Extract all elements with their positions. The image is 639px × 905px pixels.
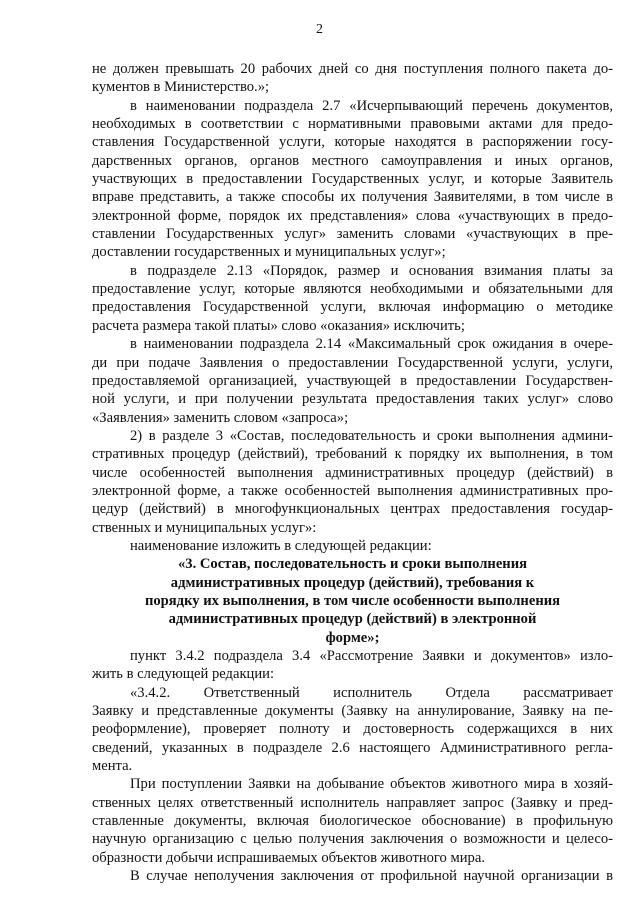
text-line: цедур (действий) в многофункциональных центрах предоставления государ- [92, 501, 613, 518]
paragraph [92, 97, 613, 262]
text-line: не должен превышать 20 рабочих дней со дня поступления полного пакета до- [92, 61, 613, 77]
heading-line: административных процедур (действий), требования к [170, 574, 535, 591]
text-line: участвующих в предоставлении Государственных услуг, и которые Заявитель [92, 171, 613, 188]
paragraph [92, 684, 613, 776]
text-line: пункт 3.4.2 подраздела 3.4 «Рассмотрение Заявки и документов» изло- [130, 648, 613, 664]
text-line: 2) в разделе 3 «Состав, последовательность и сроки выполнения админи- [130, 427, 613, 444]
text-line: ставлении Государственных услуг» заменить словами «участвующих в пре- [92, 226, 613, 243]
text-line: реоформление), проверяет полноту и достоверность содержащихся в них [92, 721, 613, 738]
text-line: необходимых в соответствии с нормативными правовыми актами для предо- [92, 116, 613, 133]
text-line: образности добычи испрашиваемых объектов животного мира. [92, 849, 485, 866]
paragraph [92, 60, 613, 97]
paragraph [92, 647, 613, 684]
text-line: В случае неполучения заключения от профильной научной организации в [130, 868, 613, 885]
text-line: научную организацию с целью получения заключения о возможности и целесо- [92, 831, 613, 848]
text-line: дарственных органов, органов местного самоуправления и иных органов, [92, 152, 613, 169]
text-line: наименование изложить в следующей редакции: [130, 537, 432, 554]
text-line: ди при подаче Заявления о предоставлении Государственной услуги, услуги, [92, 354, 613, 371]
text-line: предоставления Государственной услуги, включая информацию о методике [92, 299, 613, 316]
text-line: числе особенностей выполнения административных процедур (действий) в [92, 464, 613, 481]
text-line: ставленные документы, включая биологическое обоснование) в профильную [92, 813, 613, 830]
text-line: ставления Государственной услуги, которые находятся в распоряжении госу- [92, 134, 613, 151]
heading-line: «3. Состав, последовательность и сроки выполнения [177, 556, 528, 573]
text-line: ственных целях ответственный исполнитель направляет запрос (Заявку и пред- [92, 794, 613, 811]
heading-line: порядку их выполнения, в том числе особенности выполнения [144, 592, 561, 609]
text-line: Заявку и представленные документы (Заявку на аннулирование, Заявку на пе- [92, 703, 613, 720]
text-line: предоставление услуг, которые являются необходимыми и обязательными для [92, 281, 613, 298]
text-line: электронной форме, а также особенностей выполнения административных про- [92, 482, 613, 499]
text-line: стративных процедур (действий), требований к порядку их выполнения, в том [92, 446, 613, 463]
heading-line: форме»; [325, 629, 380, 646]
paragraph [92, 537, 613, 555]
text-line: жить в следующей редакции: [92, 666, 275, 683]
heading-line: административных процедур (действий) в электронной [168, 611, 537, 628]
paragraph [92, 427, 613, 537]
text-line: предоставляемой организацией, участвующей в предоставлении Государствен- [92, 372, 613, 389]
paragraph [92, 775, 613, 867]
text-line: «3.4.2. Ответственный исполнитель Отдела рассматривает [130, 684, 613, 701]
text-line: в наименовании подраздела 2.7 «Исчерпывающий перечень документов, [130, 97, 613, 114]
text-line: сведений, указанных в подразделе 2.6 настоящего Административного регла- [92, 739, 613, 756]
text-line: электронной форме, порядок их представления» слова «участвующих в предо- [92, 207, 613, 224]
text-line: в наименовании подраздела 2.14 «Максимальный срок ожидания в очере- [130, 336, 613, 353]
section-heading [92, 555, 613, 647]
text-line: «Заявления» заменить словом «запроса»; [92, 409, 349, 426]
paragraph [92, 867, 613, 885]
text-line: При поступлении Заявки на добывание объектов животного мира в хозяй- [130, 776, 613, 793]
paragraph [92, 335, 613, 427]
document-body [92, 60, 613, 885]
paragraph [92, 262, 613, 335]
text-line: ной услуги, и при получении результата предоставления таких услуг» слово [92, 391, 613, 408]
text-line: мента. [92, 758, 133, 775]
text-line: ственных и муниципальных услуг»: [92, 519, 317, 536]
text-line: доставлении государственных и муниципальных услуг»; [92, 244, 446, 261]
text-line: в подразделе 2.13 «Порядок, размер и основания взимания платы за [130, 262, 613, 279]
text-line: вправе представить, а также способы их получения Заявителями, в том числе в [92, 189, 613, 206]
page-number: 2 [316, 22, 323, 37]
text-line: расчета размера такой платы» слово «оказания» исключить; [92, 317, 465, 334]
text-line: кументов в Министерство.»; [92, 79, 270, 96]
